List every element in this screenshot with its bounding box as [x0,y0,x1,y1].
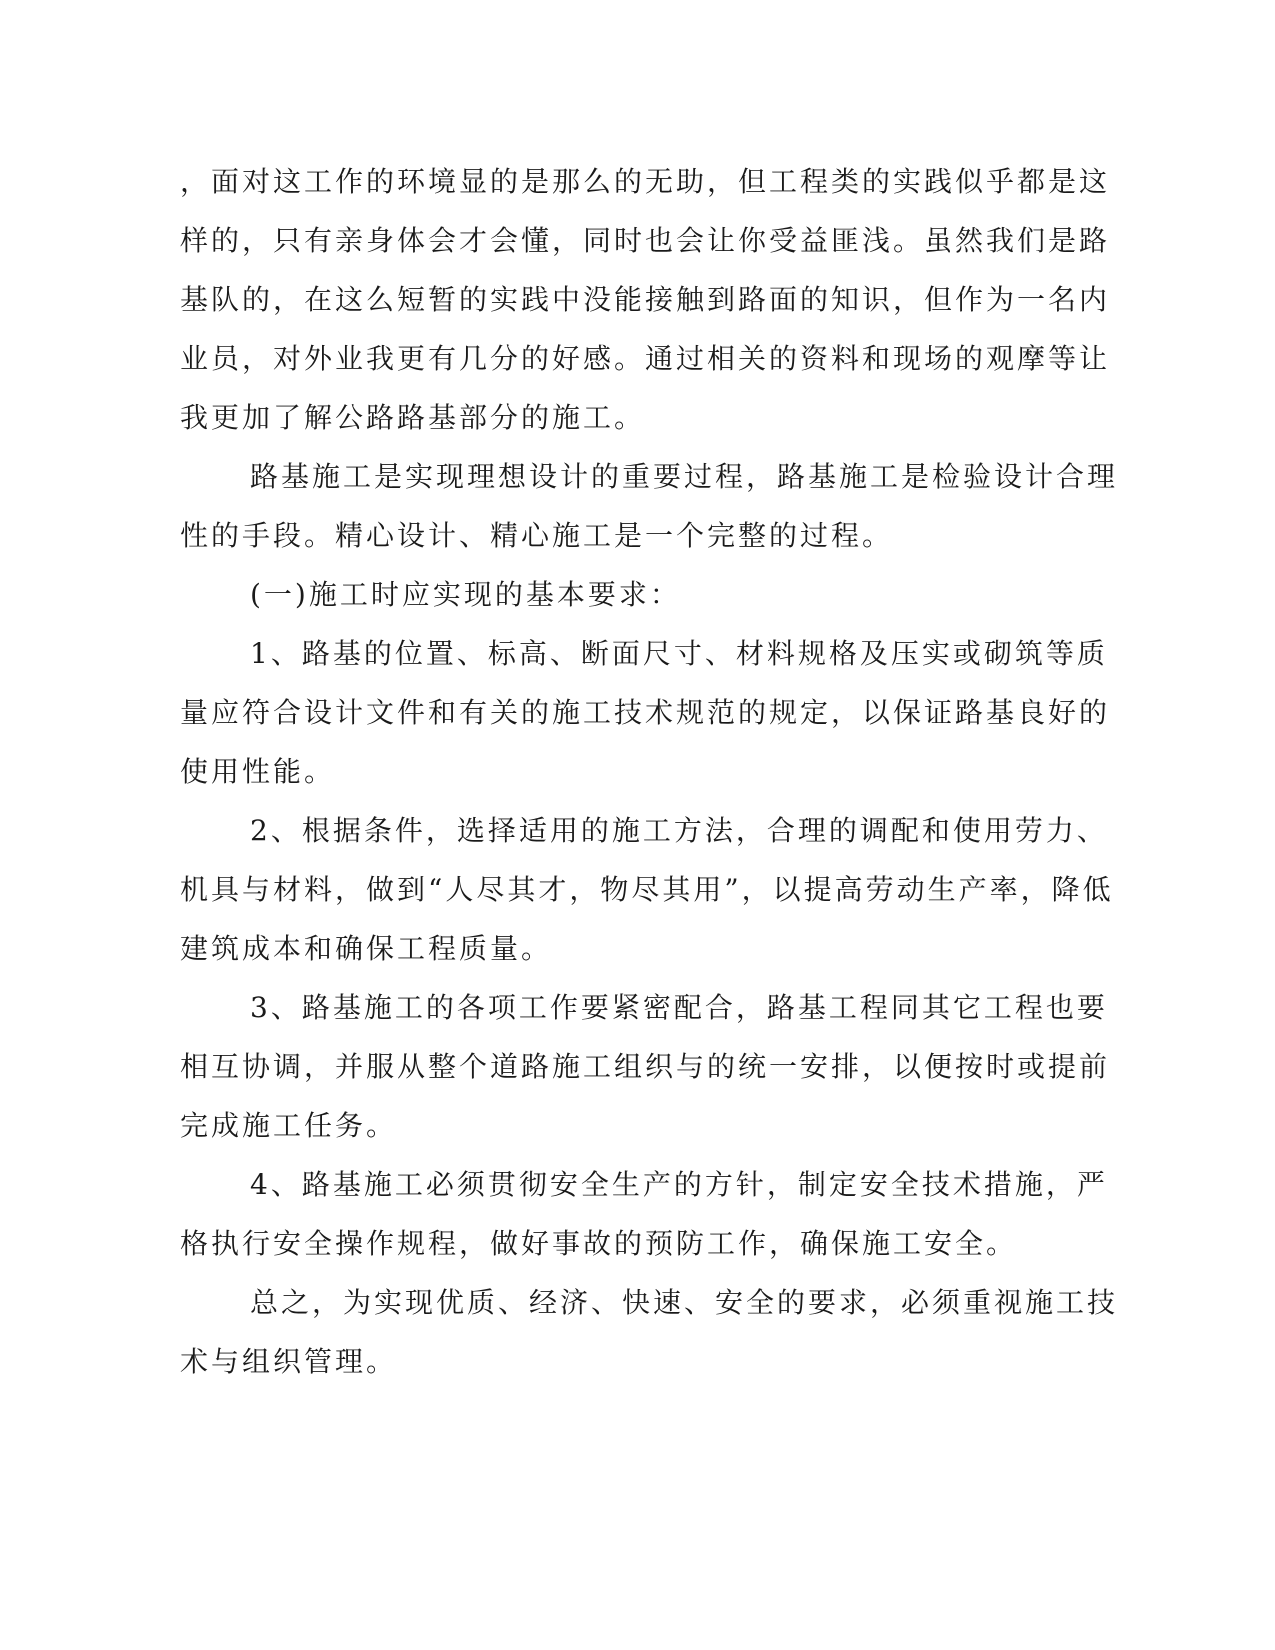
paragraph-conclusion [180,1273,1119,1391]
text-line: 2、根据条件，选择适用的施工方法，合理的调配和使用劳力、 [250,814,1108,847]
text-line: 样的，只有亲身体会才会懂，同时也会让你受益匪浅。虽然我们是路 [180,224,1111,257]
text-line: 完成施工任务。 [180,1109,398,1142]
text-line: 建筑成本和确保工程质量。 [180,932,553,965]
text-line: 格执行安全操作规程，做好事故的预防工作，确保施工安全。 [180,1227,1018,1260]
text-line: 基队的，在这么短暂的实践中没能接触到路面的知识，但作为一名内 [180,283,1111,316]
text-line: 使用性能。 [180,755,336,788]
text-line: ，面对这工作的环境显的是那么的无助，但工程类的实践似乎都是这 [180,165,1111,198]
text-line: 4、路基施工必须贯彻安全生产的方针，制定安全技术措施，严 [250,1168,1108,1201]
list-item-3 [180,978,1111,1155]
list-item-1 [180,624,1111,801]
text-line: 3、路基施工的各项工作要紧密配合，路基工程同其它工程也要 [250,991,1108,1024]
list-item-4 [180,1155,1108,1273]
document-page [180,152,1119,1391]
paragraph-intro-continuation [180,152,1111,447]
text-line: 量应符合设计文件和有关的施工技术规范的规定，以保证路基良好的 [180,696,1111,729]
text-line: 路基施工是实现理想设计的重要过程，路基施工是检验设计合理 [250,460,1119,493]
text-line: 1、路基的位置、标高、断面尺寸、材料规格及压实或砌筑等质 [250,637,1108,670]
text-line: 相互协调，并服从整个道路施工组织与的统一安排，以便按时或提前 [180,1050,1111,1083]
paragraph-roadbed-construction [180,447,1119,565]
text-line: 业员，对外业我更有几分的好感。通过相关的资料和现场的观摩等让 [180,342,1111,375]
list-item-2 [180,801,1114,978]
text-line: 我更加了解公路路基部分的施工。 [180,401,646,434]
text-line: 术与组织管理。 [180,1345,398,1378]
text-line: 总之，为实现优质、经济、快速、安全的要求，必须重视施工技 [250,1286,1119,1319]
text-line: 性的手段。精心设计、精心施工是一个完整的过程。 [180,519,894,552]
text-line: 机具与材料，做到“人尽其才，物尽其用”，以提高劳动生产率，降低 [180,873,1114,906]
text-line: (一)施工时应实现的基本要求： [250,578,681,611]
section-heading-basic-requirements [180,565,1030,624]
